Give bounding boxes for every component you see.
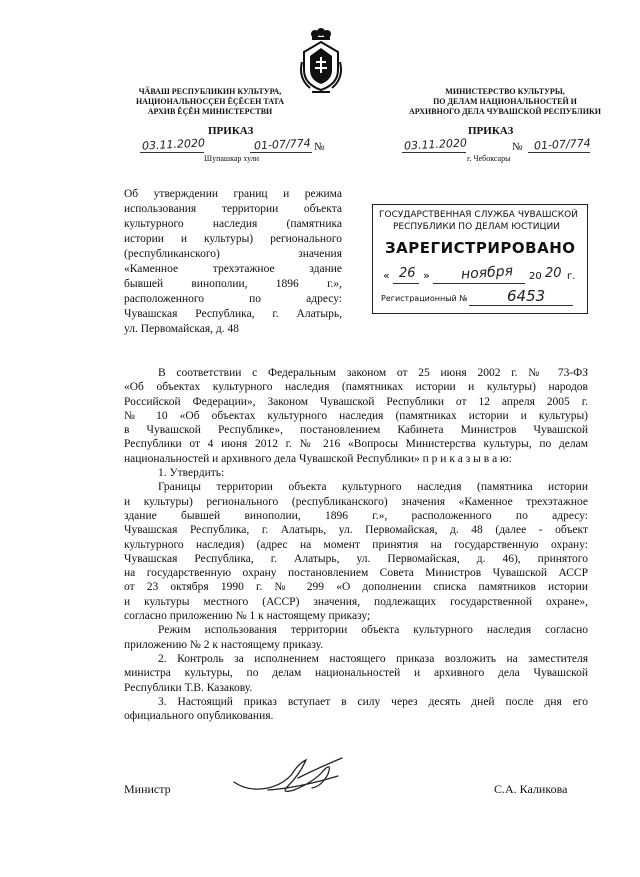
body-line: Республики от 4 июня 2012 г. № 216 «Вопросы Министерства культуры, по делам — [124, 438, 588, 451]
body-line: В соответствии с Федеральным законом от 25 июня 2002 г. № 73-ФЗ — [158, 367, 588, 379]
title-line: Об утверждении границ и режима — [124, 188, 342, 200]
body-line: культурного наследия) (адрес на момент принятия на государственную охрану: — [124, 538, 588, 551]
stamp-quote-open: « — [383, 269, 390, 282]
left-header-line: НАЦИОНАЛЬНОСÇЕН ĔÇĔСЕН ТАТА — [135, 97, 285, 106]
right-city: г. Чебоксары — [467, 154, 511, 163]
left-order-number: 01-07/774 — [253, 136, 311, 153]
left-order-title: ПРИКАЗ — [208, 125, 254, 137]
body-line: Российской Федерации», Законом Чувашской Республики от 12 апреля 2005 г. — [124, 395, 588, 408]
title-line: расположенного по адресу: — [124, 293, 342, 305]
left-date-underline — [140, 152, 204, 153]
left-order-date: 03.11.2020 — [141, 136, 206, 153]
right-number-sign: № — [512, 141, 523, 153]
body-line: «Об объектах культурного наследия (памятниках истории и культуры) народов — [124, 381, 588, 394]
right-number-underline — [528, 152, 590, 153]
body-line: 3. Настоящий приказ вступает в силу через десять дней после дня его — [158, 695, 588, 708]
left-header-line: АРХИВ ĔÇĔН МИНИСТЕРСТВИ — [147, 107, 273, 116]
body-line: Республики Т.В. Казакову. — [124, 681, 253, 694]
right-ministry-header — [405, 87, 605, 117]
right-order-title: ПРИКАЗ — [468, 125, 514, 137]
right-header-line: АРХИВНОГО ДЕЛА ЧУВАШСКОЙ РЕСПУБЛИКИ — [409, 107, 601, 116]
right-header-line: МИНИСТЕРСТВО КУЛЬТУРЫ, — [445, 87, 565, 96]
body-line: согласно приложению № 1 к настоящему приказу; — [124, 610, 371, 623]
title-line: (республиканского) значения — [124, 248, 342, 260]
registration-stamp — [372, 204, 588, 314]
signatory-position: Министр — [124, 782, 171, 796]
right-order-date: 03.11.2020 — [403, 136, 468, 153]
title-line: «Каменное трехэтажное здание — [124, 263, 342, 275]
stamp-quote-close: » — [423, 269, 430, 282]
left-ministry-header — [110, 87, 310, 117]
body-line: Режим использования территории объекта культурного наследия согласно — [158, 624, 588, 637]
body-line: и культуры местного (АССР) значения, подлежащих государственной охране», — [124, 595, 588, 608]
body-line: и культуры) регионального (республиканского) значения «Каменное трехэтажное — [124, 495, 588, 508]
title-line: ул. Первомайская, д. 48 — [124, 323, 239, 335]
document-title — [124, 187, 342, 337]
body-line: на государственную охрану постановлением Совета Министров Чувашской АССР — [124, 567, 588, 580]
stamp-month-underline — [433, 283, 525, 284]
stamp-year-suffix: 20 — [545, 266, 562, 281]
title-line: бывшей винополии, 1896 г.», — [124, 278, 342, 290]
left-header-line: ЧӐВАШ РЕСПУБЛИКИН КУЛЬТУРА, — [138, 87, 282, 96]
body-line: Границы территории объекта культурного наследия (памятника истории — [158, 481, 588, 494]
right-header-line: ПО ДЕЛАМ НАЦИОНАЛЬНОСТЕЙ И — [433, 97, 577, 106]
stamp-day: 26 — [399, 266, 416, 281]
body-line: в Чувашской Республике», постановлением Кабинета Министров Чувашской — [124, 424, 588, 437]
stamp-reg-label: Регистрационный № — [381, 294, 468, 303]
stamp-agency-line: РЕСПУБЛИКИ ПО ДЕЛАМ ЮСТИЦИИ — [393, 222, 560, 232]
body-line: 1. Утвердить: — [158, 467, 225, 480]
chuvash-emblem-icon — [298, 26, 344, 94]
title-line: культурного наследия (памятника — [124, 218, 342, 230]
body-line: 2. Контроль за исполнением настоящего приказа возложить на заместителя — [158, 652, 588, 665]
title-line: использования территории объекта — [124, 203, 342, 215]
body-line: № 10 «Об объектах культурного наследия (памятниках истории и культуры) — [124, 409, 588, 422]
body-line: приложению № 2 к настоящему приказу. — [124, 638, 324, 651]
title-line: Чувашская Республика, г. Алатырь, — [124, 308, 342, 320]
right-order-number: 01-07/774 — [533, 136, 591, 153]
body-line: официального опубликования. — [124, 710, 274, 723]
stamp-year-prefix: 20 — [529, 271, 542, 282]
stamp-day-underline — [393, 283, 419, 284]
stamp-year-end: г. — [567, 271, 576, 282]
right-date-underline — [402, 152, 466, 153]
signatory-name: С.А. Каликова — [494, 782, 568, 796]
body-line: от 23 октября 1990 г. № 299 «О дополнении списка памятников истории — [124, 581, 588, 594]
body-line: Чувашская Республика, г. Алатырь, ул. Первомайская, д. 48 (далее - объект — [124, 524, 588, 537]
left-city: Шупашкар хули — [204, 154, 259, 163]
stamp-reg-number: 6453 — [507, 287, 546, 305]
handwritten-signature — [228, 748, 348, 806]
body-line: здание бывшей винополии, 1896 г.», расположенного по адресу: — [124, 509, 588, 522]
body-line: министра культуры, по делам национальностей и архивного дела Чувашской — [124, 667, 588, 680]
body-line: национальностей и архивного дела Чувашской Республики» п р и к а з ы в а ю: — [124, 452, 512, 465]
stamp-reg-underline — [469, 305, 573, 306]
body-line: Чувашская Республика, г. Алатырь, ул. Первомайская, д. 46), принятого — [124, 552, 588, 565]
left-number-sign: № — [314, 141, 325, 153]
stamp-month: ноября — [460, 263, 514, 283]
order-body — [124, 366, 588, 723]
left-number-underline — [250, 152, 312, 153]
stamp-registered-label: ЗАРЕГИСТРИРОВАНО — [385, 239, 576, 257]
title-line: истории и культуры) регионального — [124, 233, 342, 245]
stamp-agency-line: ГОСУДАРСТВЕННАЯ СЛУЖБА ЧУВАШСКОЙ — [379, 210, 578, 220]
